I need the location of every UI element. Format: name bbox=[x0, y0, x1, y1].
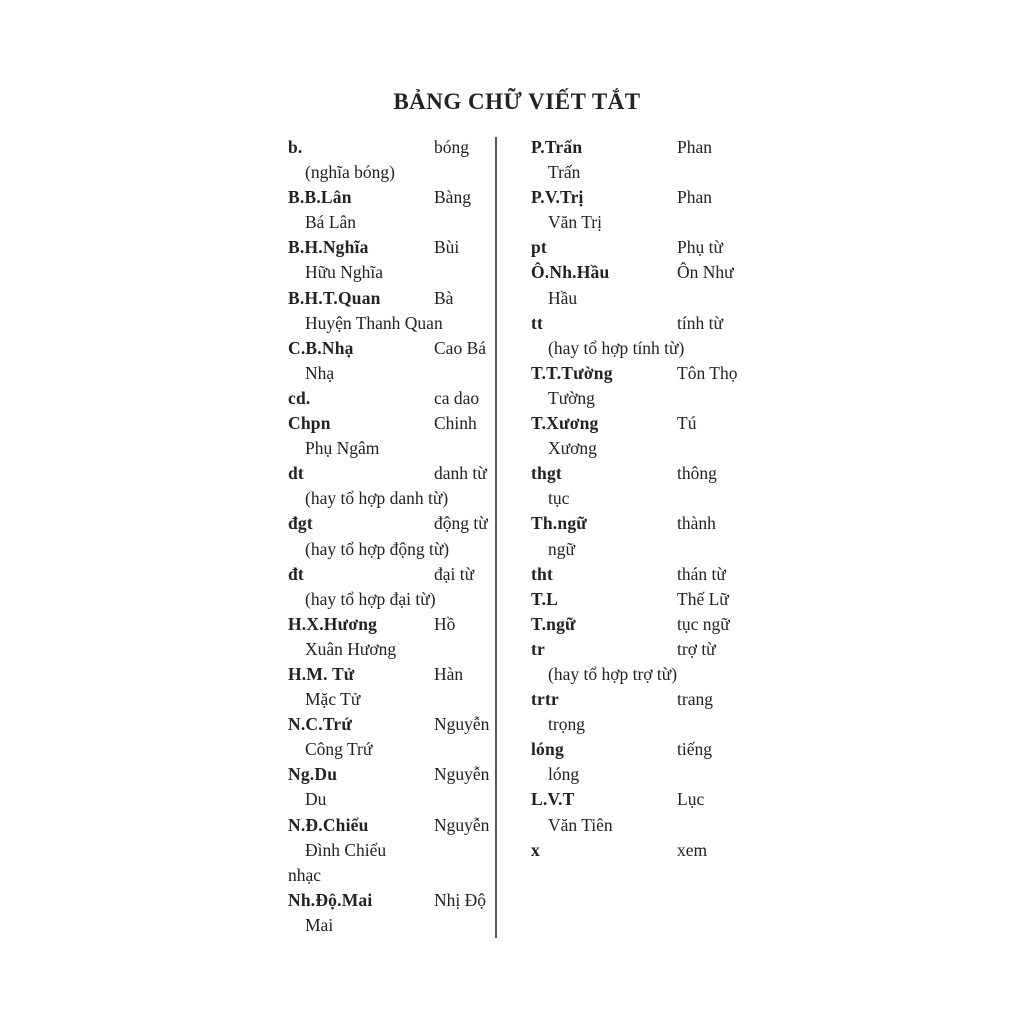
abbreviation-text: Ô.Nh.Hầu bbox=[531, 262, 610, 283]
abbreviation-text: trtr bbox=[531, 689, 559, 710]
entry-line bbox=[531, 587, 744, 612]
abbreviation-text: x bbox=[531, 839, 540, 860]
entry-line bbox=[288, 411, 495, 436]
abbreviation-text: N.C.Trứ bbox=[288, 714, 353, 735]
definition-text: thán từ bbox=[677, 563, 726, 584]
table-columns bbox=[288, 135, 746, 938]
continuation-line bbox=[288, 737, 495, 762]
entry-line bbox=[531, 135, 744, 160]
abbreviation-text: B.B.Lân bbox=[288, 187, 352, 208]
continuation-text: Mai bbox=[305, 914, 334, 935]
entry-line bbox=[288, 511, 495, 536]
continuation-line bbox=[288, 260, 495, 285]
definition-text: xem bbox=[677, 839, 708, 860]
entry-line bbox=[288, 662, 495, 687]
entry-line bbox=[531, 612, 744, 637]
continuation-line bbox=[531, 436, 744, 461]
continuation-line bbox=[288, 838, 495, 863]
definition-text: Nguyễn bbox=[434, 764, 490, 785]
definition-text: Bàng bbox=[434, 187, 471, 208]
entry-line bbox=[288, 813, 495, 838]
abbreviation-table bbox=[288, 88, 746, 938]
continuation-text: tục bbox=[548, 488, 570, 509]
definition-text: bóng bbox=[434, 137, 469, 157]
abbreviation-text: Th.ngữ bbox=[531, 513, 587, 534]
continuation-line bbox=[288, 537, 495, 562]
entry-line bbox=[288, 185, 495, 210]
continuation-text: Nhạ bbox=[305, 362, 335, 383]
abbreviation-text: C.B.Nhạ bbox=[288, 337, 354, 358]
abbreviation-text: B.H.T.Quan bbox=[288, 287, 381, 308]
abbreviation-text: lóng bbox=[531, 739, 564, 760]
continuation-line bbox=[531, 210, 744, 235]
continuation-text: Phụ Ngâm bbox=[305, 438, 380, 459]
entry-line bbox=[531, 838, 744, 863]
entry-line bbox=[288, 562, 495, 587]
definition-text: Hồ bbox=[434, 613, 456, 634]
entry-line bbox=[531, 787, 744, 812]
continuation-text: Văn Trị bbox=[548, 212, 602, 233]
continuation-line bbox=[288, 587, 495, 612]
abbreviation-text: b. bbox=[288, 137, 303, 157]
entry-line bbox=[531, 737, 744, 762]
abbreviation-text: P.Trấn bbox=[531, 137, 583, 157]
abbreviation-text: tt bbox=[531, 312, 544, 333]
continuation-text: (hay tổ hợp trợ từ) bbox=[548, 663, 678, 684]
entry-line bbox=[288, 762, 495, 787]
entry-line bbox=[531, 637, 744, 662]
continuation-text: Văn Tiên bbox=[548, 814, 613, 835]
continuation-text: trọng bbox=[548, 714, 585, 735]
abbreviation-text: P.V.Trị bbox=[531, 187, 584, 208]
entry-line bbox=[288, 286, 495, 311]
continuation-line bbox=[531, 486, 744, 511]
entry-line bbox=[531, 311, 744, 336]
continuation-text: Xương bbox=[548, 438, 597, 459]
continuation-line bbox=[288, 637, 495, 662]
abbreviation-text: Nh.Độ.Mai bbox=[288, 889, 373, 910]
definition-text: Tôn Thọ bbox=[677, 362, 738, 383]
definition-text: Nguyễn bbox=[434, 714, 490, 735]
abbreviation-text: Ng.Du bbox=[288, 764, 338, 785]
definition-text: thông bbox=[677, 463, 717, 484]
entry-line bbox=[288, 612, 495, 637]
abbreviation-text: H.X.Hương bbox=[288, 613, 378, 634]
definition-text: trang bbox=[677, 689, 713, 710]
continuation-text: Trấn bbox=[548, 162, 581, 183]
definition-text: Bà bbox=[434, 287, 454, 308]
abbreviation-text: H.M. Tử bbox=[288, 663, 355, 684]
definition-text: danh từ bbox=[434, 463, 487, 484]
abbreviation-text: đgt bbox=[288, 513, 313, 534]
definition-text: Ôn Như bbox=[677, 262, 734, 283]
definition-text: Lục bbox=[677, 789, 705, 810]
continuation-text: Hầu bbox=[548, 287, 578, 308]
entry-line bbox=[531, 235, 744, 260]
continuation-line bbox=[288, 486, 495, 511]
continuation-text: Du bbox=[305, 789, 327, 810]
continuation-text: (hay tổ hợp đại từ) bbox=[305, 588, 436, 609]
entry-line bbox=[288, 461, 495, 486]
definition-text: Tú bbox=[677, 413, 697, 434]
column-divider-rule bbox=[495, 137, 497, 938]
definition-text: Thế Lữ bbox=[677, 588, 729, 609]
entry-line bbox=[531, 461, 744, 486]
entry-line bbox=[288, 888, 495, 913]
continuation-text: (nghĩa bóng) bbox=[305, 162, 395, 183]
abbreviation-text: tr bbox=[531, 638, 545, 659]
abbreviation-text: B.H.Nghĩa bbox=[288, 237, 369, 258]
definition-text: Phụ từ bbox=[677, 237, 723, 258]
continuation-line bbox=[288, 210, 495, 235]
entry-line bbox=[288, 336, 495, 361]
entry-line bbox=[288, 386, 495, 411]
continuation-line bbox=[288, 361, 495, 386]
abbreviation-text: T.Xương bbox=[531, 413, 599, 434]
continuation-text: Bá Lân bbox=[305, 212, 357, 233]
continuation-text: Mặc Tử bbox=[305, 689, 361, 710]
continuation-line bbox=[288, 687, 495, 712]
definition-text: Phan bbox=[677, 137, 712, 157]
continuation-text: lóng bbox=[548, 764, 580, 785]
abbreviation-text: cd. bbox=[288, 387, 311, 408]
continuation-text: ngữ bbox=[548, 538, 575, 559]
continuation-line bbox=[531, 813, 744, 838]
definition-text: Chinh bbox=[434, 413, 477, 434]
continuation-line bbox=[531, 336, 744, 361]
continuation-line bbox=[531, 160, 744, 185]
definition-text: Nguyễn bbox=[434, 814, 490, 835]
continuation-text: (hay tổ hợp động từ) bbox=[305, 538, 450, 559]
continuation-text: (hay tổ hợp tính từ) bbox=[548, 337, 685, 358]
continuation-line bbox=[288, 913, 495, 938]
entry-line bbox=[288, 712, 495, 737]
abbreviation-text: N.Đ.Chiểu bbox=[288, 814, 369, 835]
continuation-text: Huyện Thanh Quan bbox=[305, 312, 443, 333]
abbreviation-text: đt bbox=[288, 563, 304, 584]
abbreviation-text: T.L bbox=[531, 588, 559, 609]
continuation-line bbox=[531, 712, 744, 737]
entry-line bbox=[288, 235, 495, 260]
abbreviation-text: L.V.T bbox=[531, 789, 575, 810]
abbreviation-text: T.ngữ bbox=[531, 613, 576, 634]
continuation-line bbox=[288, 436, 495, 461]
abbreviation-text: tht bbox=[531, 563, 553, 584]
continuation-line bbox=[531, 537, 744, 562]
abbreviation-text: T.T.Tường bbox=[531, 362, 613, 383]
definition-text: Bùi bbox=[434, 237, 460, 258]
abbreviation-text: thgt bbox=[531, 463, 562, 484]
continuation-line bbox=[531, 286, 744, 311]
entry-line bbox=[531, 361, 744, 386]
continuation-line bbox=[288, 863, 495, 888]
definition-text: Hàn bbox=[434, 663, 464, 684]
definition-text: tục ngữ bbox=[677, 613, 730, 634]
entry-line bbox=[531, 260, 744, 285]
definition-text: tính từ bbox=[677, 312, 723, 333]
entry-line bbox=[531, 185, 744, 210]
continuation-line bbox=[531, 386, 744, 411]
entry-line bbox=[531, 562, 744, 587]
continuation-text: nhạc bbox=[288, 864, 322, 885]
column-right bbox=[531, 135, 744, 863]
entry-line bbox=[531, 411, 744, 436]
abbreviation-text: dt bbox=[288, 463, 304, 484]
continuation-line bbox=[288, 787, 495, 812]
continuation-text: Công Trứ bbox=[305, 739, 373, 760]
column-left bbox=[288, 135, 495, 938]
entry-line bbox=[288, 135, 495, 160]
abbreviation-text: pt bbox=[531, 237, 547, 258]
entry-line bbox=[531, 687, 744, 712]
continuation-text: Đình Chiểu bbox=[305, 839, 387, 860]
page-title: BẢNG CHỮ VIẾT TẮT bbox=[393, 89, 641, 114]
continuation-text: Tường bbox=[548, 387, 595, 408]
definition-text: thành bbox=[677, 513, 716, 534]
definition-text: Nhị Độ bbox=[434, 889, 487, 910]
definition-text: động từ bbox=[434, 513, 488, 534]
definition-text: Cao Bá bbox=[434, 337, 487, 358]
definition-text: ca dao bbox=[434, 387, 480, 408]
continuation-text: (hay tổ hợp danh từ) bbox=[305, 488, 449, 509]
continuation-line bbox=[288, 160, 495, 185]
definition-text: tiếng bbox=[677, 739, 712, 760]
continuation-text: Xuân Hương bbox=[305, 638, 397, 659]
definition-text: đại từ bbox=[434, 563, 475, 584]
entry-line bbox=[531, 511, 744, 536]
continuation-line bbox=[531, 662, 744, 687]
continuation-text: Hữu Nghĩa bbox=[305, 262, 384, 283]
continuation-line bbox=[288, 311, 495, 336]
continuation-line bbox=[531, 762, 744, 787]
definition-text: trợ từ bbox=[677, 638, 716, 659]
abbreviation-text: Chpn bbox=[288, 413, 331, 434]
definition-text: Phan bbox=[677, 187, 712, 208]
